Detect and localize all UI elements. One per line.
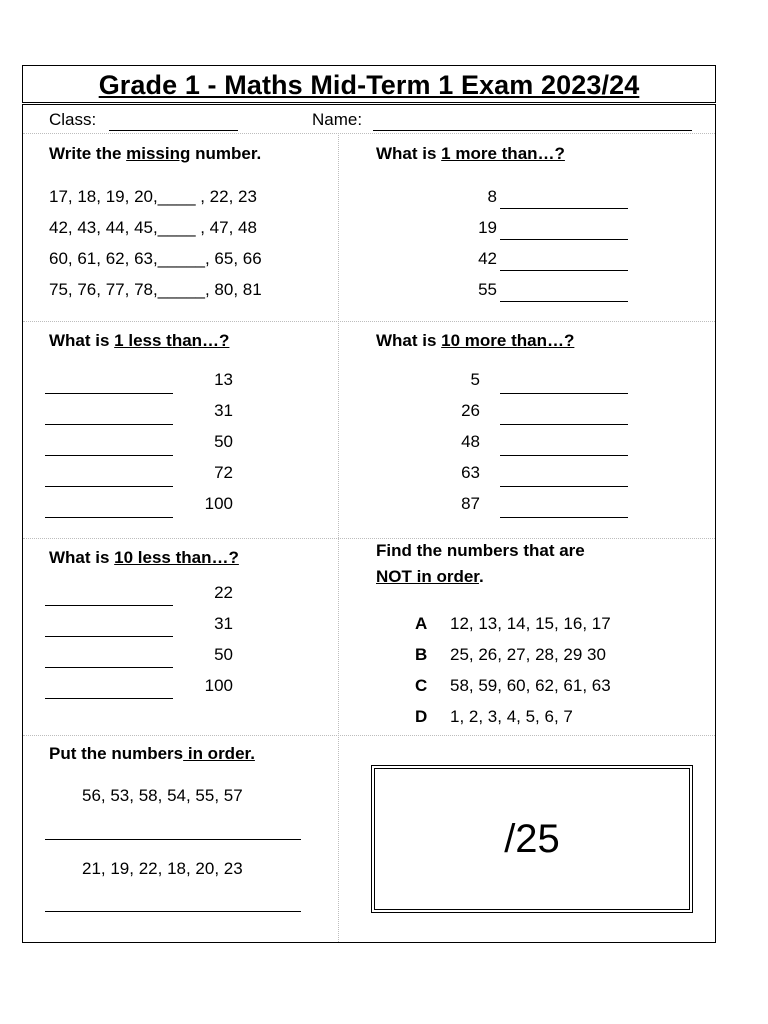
answer-blank[interactable] <box>45 455 173 456</box>
divider <box>23 538 715 539</box>
divider <box>23 321 715 322</box>
answer-blank[interactable] <box>45 636 173 637</box>
ten-more-number: 48 <box>461 432 480 451</box>
answer-blank[interactable] <box>500 239 628 240</box>
one-less-number: 13 <box>214 370 233 389</box>
divider <box>23 735 715 736</box>
ten-less-number: 22 <box>214 583 233 602</box>
answer-blank[interactable] <box>45 486 173 487</box>
not-in-order-question: Find the numbers that are <box>376 541 585 560</box>
option-letter: B <box>415 645 428 664</box>
name-label: Name: <box>312 110 363 129</box>
missing-row: 75, 76, 77, 78,_____, 80, 81 <box>49 280 262 299</box>
answer-blank[interactable] <box>45 911 301 912</box>
one-less-number: 100 <box>204 494 233 513</box>
in-order-question: Put the numbers in order. <box>49 744 255 763</box>
one-more-number: 55 <box>478 280 497 299</box>
one-less-number: 72 <box>214 463 233 482</box>
ten-more-number: 26 <box>461 401 480 420</box>
option-letter: D <box>415 707 428 726</box>
one-more-number: 8 <box>487 187 497 206</box>
exam-title: Grade 1 - Maths Mid-Term 1 Exam 2023/24 <box>98 70 640 100</box>
ten-less-number: 50 <box>214 645 233 664</box>
class-field[interactable] <box>109 130 238 131</box>
score-box <box>371 765 693 913</box>
answer-blank[interactable] <box>45 517 173 518</box>
missing-row: 42, 43, 44, 45,____ , 47, 48 <box>49 218 257 237</box>
option-text[interactable]: 25, 26, 27, 28, 29 30 <box>450 645 606 664</box>
missing-row: 60, 61, 62, 63,_____, 65, 66 <box>49 249 262 268</box>
answer-blank[interactable] <box>45 605 173 606</box>
one-less-question: What is 1 less than…? <box>49 331 230 350</box>
number-set: 56, 53, 58, 54, 55, 57 <box>82 786 243 805</box>
one-more-question: What is 1 more than…? <box>376 144 565 163</box>
answer-blank[interactable] <box>500 455 628 456</box>
ten-more-number: 63 <box>461 463 480 482</box>
answer-blank[interactable] <box>45 839 301 840</box>
answer-blank[interactable] <box>500 424 628 425</box>
missing-row: 17, 18, 19, 20,____ , 22, 23 <box>49 187 257 206</box>
one-more-number: 42 <box>478 249 497 268</box>
one-more-number: 19 <box>478 218 497 237</box>
one-less-number: 50 <box>214 432 233 451</box>
option-text[interactable]: 1, 2, 3, 4, 5, 6, 7 <box>450 707 573 726</box>
option-letter: A <box>415 614 428 633</box>
option-text[interactable]: 58, 59, 60, 62, 61, 63 <box>450 676 611 695</box>
number-set: 21, 19, 22, 18, 20, 23 <box>82 859 243 878</box>
answer-blank[interactable] <box>45 698 173 699</box>
divider <box>23 133 715 134</box>
column-divider <box>338 133 339 942</box>
answer-blank[interactable] <box>500 270 628 271</box>
not-in-order-question-line2: NOT in order. <box>376 567 484 586</box>
ten-more-number: 87 <box>461 494 480 513</box>
exam-sheet <box>22 104 716 943</box>
missing-number-question: Write the missing number. <box>49 144 262 163</box>
answer-blank[interactable] <box>45 424 173 425</box>
option-text[interactable]: 12, 13, 14, 15, 16, 17 <box>450 614 611 633</box>
answer-blank[interactable] <box>500 486 628 487</box>
option-letter: C <box>415 676 428 695</box>
answer-blank[interactable] <box>45 393 173 394</box>
answer-blank[interactable] <box>500 301 628 302</box>
title-box <box>22 65 716 103</box>
answer-blank[interactable] <box>500 517 628 518</box>
score-box-inner <box>374 768 690 910</box>
answer-blank[interactable] <box>45 667 173 668</box>
ten-less-number: 100 <box>204 676 233 695</box>
answer-blank[interactable] <box>500 208 628 209</box>
answer-blank[interactable] <box>500 393 628 394</box>
ten-more-question: What is 10 more than…? <box>376 331 575 350</box>
ten-more-number: 5 <box>470 370 480 389</box>
one-less-number: 31 <box>214 401 233 420</box>
ten-less-number: 31 <box>214 614 233 633</box>
name-field[interactable] <box>373 130 692 131</box>
class-label: Class: <box>49 110 97 129</box>
score-total: /25 <box>504 817 560 861</box>
ten-less-question: What is 10 less than…? <box>49 548 239 567</box>
